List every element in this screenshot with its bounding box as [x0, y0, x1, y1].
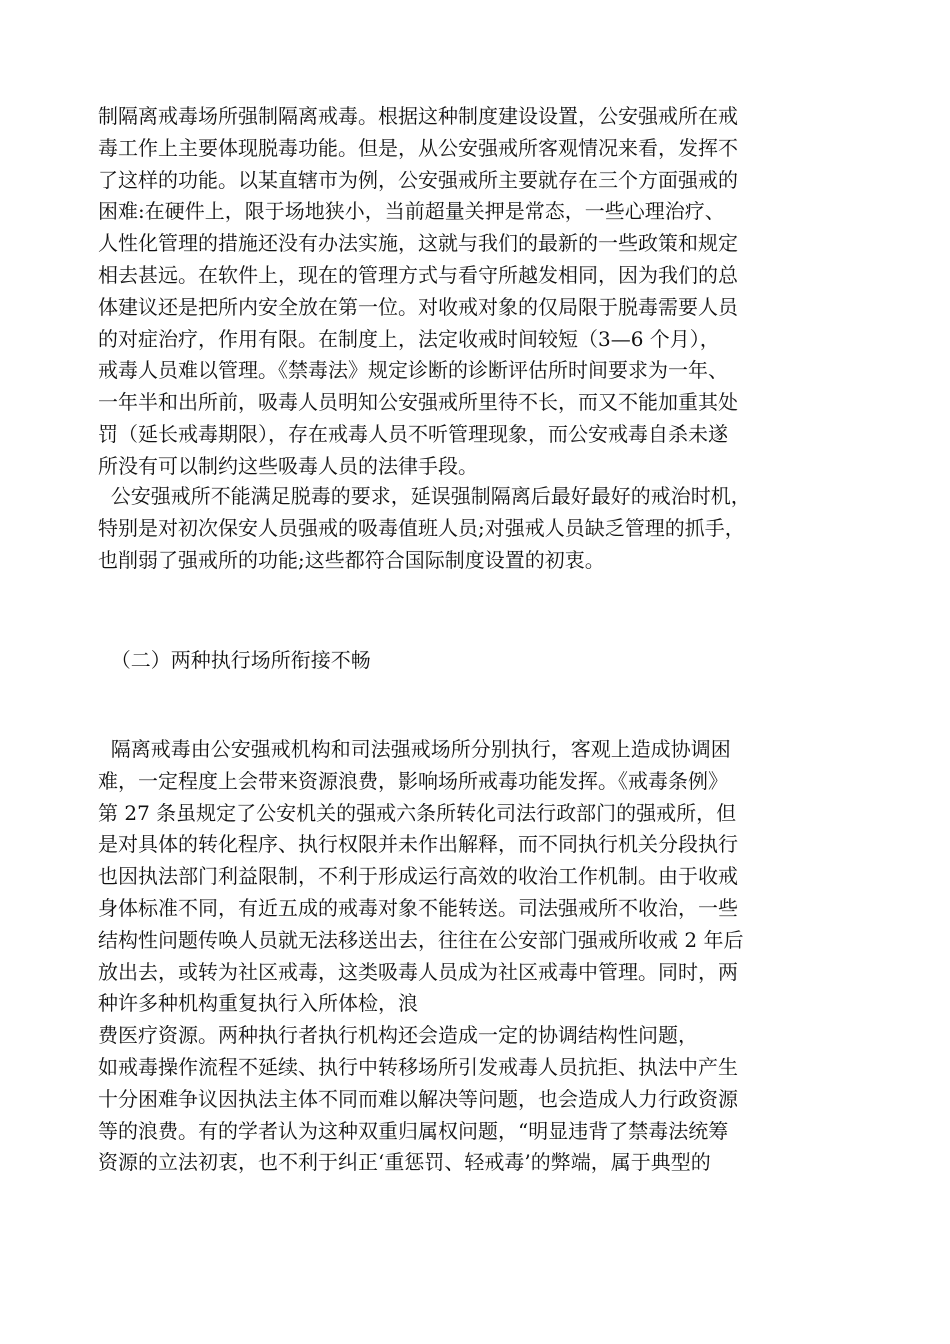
text-line: 一年半和出所前，吸毒人员明知公安强戒所里待不长，而又不能加重其处: [98, 390, 738, 415]
paragraph-2: [98, 481, 868, 576]
section-heading: [98, 645, 868, 677]
text-line: 人性化管理的措施还没有办法实施，这就与我们的最新的一些政策和规定: [98, 231, 738, 256]
text-line: 第 27 条虽规定了公安机关的强戒六条所转化司法行政部门的强戒所，但: [98, 800, 737, 825]
text-line: 体建议还是把所内安全放在第一位。对收戒对象的仅局限于脱毒需要人员: [98, 294, 738, 319]
text-line: 制隔离戒毒场所强制隔离戒毒。根据这种制度建设设置，公安强戒所在戒: [98, 104, 738, 128]
text-line: 罚（延长戒毒期限），存在戒毒人员不听管理现象，而公安戒毒自杀未遂: [98, 421, 728, 446]
text-line: 身体标准不同，有近五成的戒毒对象不能转送。司法强戒所不收治，一些: [98, 895, 738, 920]
text-line: 等的浪费。有的学者认为这种双重归属权问题，“明显违背了禁毒法统筹: [98, 1118, 729, 1143]
text-line: 公安强戒所不能满足脱毒的要求，延误强制隔离后最好最好的戒治时机，: [98, 484, 751, 508]
text-line: 的对症治疗，作用有限。在制度上，法定收戒时间较短（3—6 个月），: [98, 326, 720, 351]
paragraph-1: [98, 101, 868, 483]
text-line: 也因执法部门利益限制，不利于形成运行高效的收治工作机制。由于收戒: [98, 864, 738, 889]
text-line: 十分困难争议因执法主体不同而难以解决等问题，也会造成人力行政资源: [98, 1086, 738, 1111]
text-line: 毒工作上主要体现脱毒功能。但是，从公安强戒所客观情况来看，发挥不: [98, 135, 738, 160]
text-line: 如戒毒操作流程不延续、执行中转移场所引发戒毒人员抗拒、执法中产生: [98, 1054, 738, 1079]
text-line: 是对具体的转化程序、执行权限并未作出解释，而不同执行机关分段执行: [98, 832, 738, 857]
text-line: 隔离戒毒由公安强戒机构和司法强戒场所分别执行，客观上造成协调困: [98, 737, 731, 761]
paragraph-3: [98, 734, 868, 1179]
text-line: 困难:在硬件上，限于场地狭小，当前超量关押是常态，一些心理治疗、: [98, 199, 725, 224]
text-line: 也削弱了强戒所的功能;这些都符合国际制度设置的初衷。: [98, 547, 605, 572]
text-line: 戒毒人员难以管理。《禁毒法》规定诊断的诊断评估所时间要求为一年、: [98, 358, 728, 383]
text-line: 放出去，或转为社区戒毒，这类吸毒人员成为社区戒毒中管理。同时，两: [98, 959, 738, 984]
text-line: 费医疗资源。两种执行者执行机构还会造成一定的协调结构性问题，: [98, 1023, 698, 1048]
text-line: 了这样的功能。以某直辖市为例，公安强戒所主要就存在三个方面强戒的: [98, 167, 738, 192]
text-line: 相去甚远。在软件上，现在的管理方式与看守所越发相同，因为我们的总: [98, 262, 738, 287]
section-heading-text: （二）两种执行场所衔接不畅: [98, 648, 371, 672]
text-line: 难，一定程度上会带来资源浪费，影响场所戒毒功能发挥。《戒毒条例》: [98, 768, 728, 793]
text-line: 特别是对初次保安人员强戒的吸毒值班人员;对强戒人员缺乏管理的抓手，: [98, 515, 745, 540]
text-line: 所没有可以制约这些吸毒人员的法律手段。: [98, 453, 478, 478]
text-line: 种许多种机构重复执行入所体检，浪: [98, 991, 418, 1016]
text-line: 资源的立法初衷，也不利于纠正‘重惩罚、轻戒毒’的弊端，属于典型的: [98, 1150, 711, 1175]
text-line: 结构性问题传唤人员就无法移送出去，往往在公安部门强戒所收戒 2 年后: [98, 927, 744, 952]
